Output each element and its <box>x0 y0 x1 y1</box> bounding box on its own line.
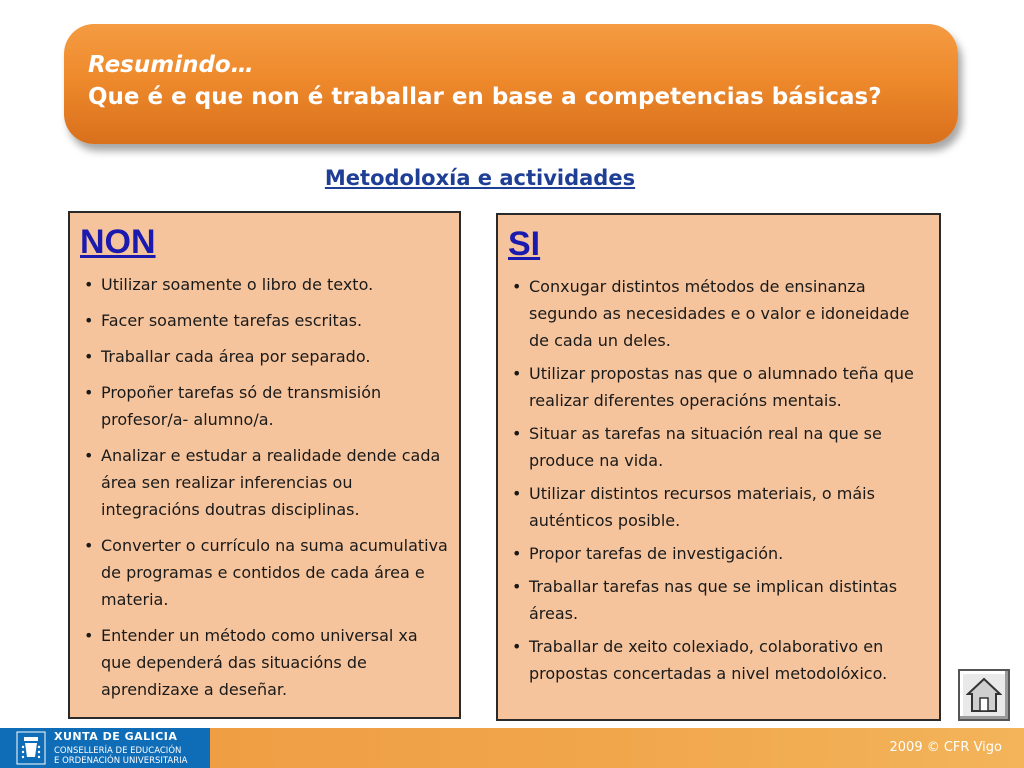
footer-bar <box>0 728 1024 768</box>
list-item: • Propoñer tarefas só de transmisión profesor/a- alumno/a. <box>80 379 451 433</box>
list-item: • Converter o currículo na suma acumulativa de programas e contidos de cada área e materia. <box>80 532 451 613</box>
footer-credit: 2009 © CFR Vigo <box>889 740 1002 755</box>
list-item: • Traballar cada área por separado. <box>80 343 451 370</box>
list-item: • Utilizar propostas nas que o alumnado teña que realizar diferentes operacións mentais. <box>508 360 931 414</box>
galicia-crest-icon <box>16 731 46 765</box>
list-item: • Facer soamente tarefas escritas. <box>80 307 451 334</box>
org-name: XUNTA DE GALICIA <box>54 730 178 743</box>
list-item: • Utilizar soamente o libro de texto. <box>80 271 451 298</box>
title-banner <box>64 24 958 144</box>
section-heading[interactable]: Metodoloxía e actividades <box>324 166 636 190</box>
non-panel-title[interactable]: NON <box>80 223 156 261</box>
list-item: • Propor tarefas de investigación. <box>508 540 931 567</box>
home-button[interactable] <box>958 669 1010 721</box>
list-item: • Traballar de xeito colexiado, colaborativo en propostas concertadas a nivel metodolóxico. <box>508 633 931 687</box>
home-icon <box>966 676 1002 714</box>
list-item: • Conxugar distintos métodos de ensinanza segundo as necesidades e o valor e idoneidade de cada un deles. <box>508 273 931 354</box>
dept-line-2: E ORDENACIÓN UNIVERSITARIA <box>54 756 188 766</box>
si-panel <box>496 213 941 721</box>
non-panel <box>68 211 461 719</box>
xunta-logo <box>0 728 210 768</box>
si-panel-title[interactable]: SI <box>508 225 541 263</box>
list-item: • Analizar e estudar a realidade dende cada área sen realizar inferencias ou integracións doutras disciplinas. <box>80 442 451 523</box>
list-item: • Utilizar distintos recursos materiais, o máis auténticos posible. <box>508 480 931 534</box>
banner-title: Que é e que non é traballar en base a competencias básicas? <box>88 84 882 110</box>
non-list <box>80 271 451 703</box>
list-item: • Traballar tarefas nas que se implican distintas áreas. <box>508 573 931 627</box>
dept-line-1: CONSELLERÍA DE EDUCACIÓN <box>54 746 182 756</box>
banner-subtitle: Resumindo… <box>88 52 254 78</box>
list-item: • Entender un método como universal xa que dependerá das situacións de aprendizaxe a deseñar. <box>80 622 451 703</box>
list-item: • Situar as tarefas na situación real na que se produce na vida. <box>508 420 931 474</box>
si-list <box>508 273 931 687</box>
